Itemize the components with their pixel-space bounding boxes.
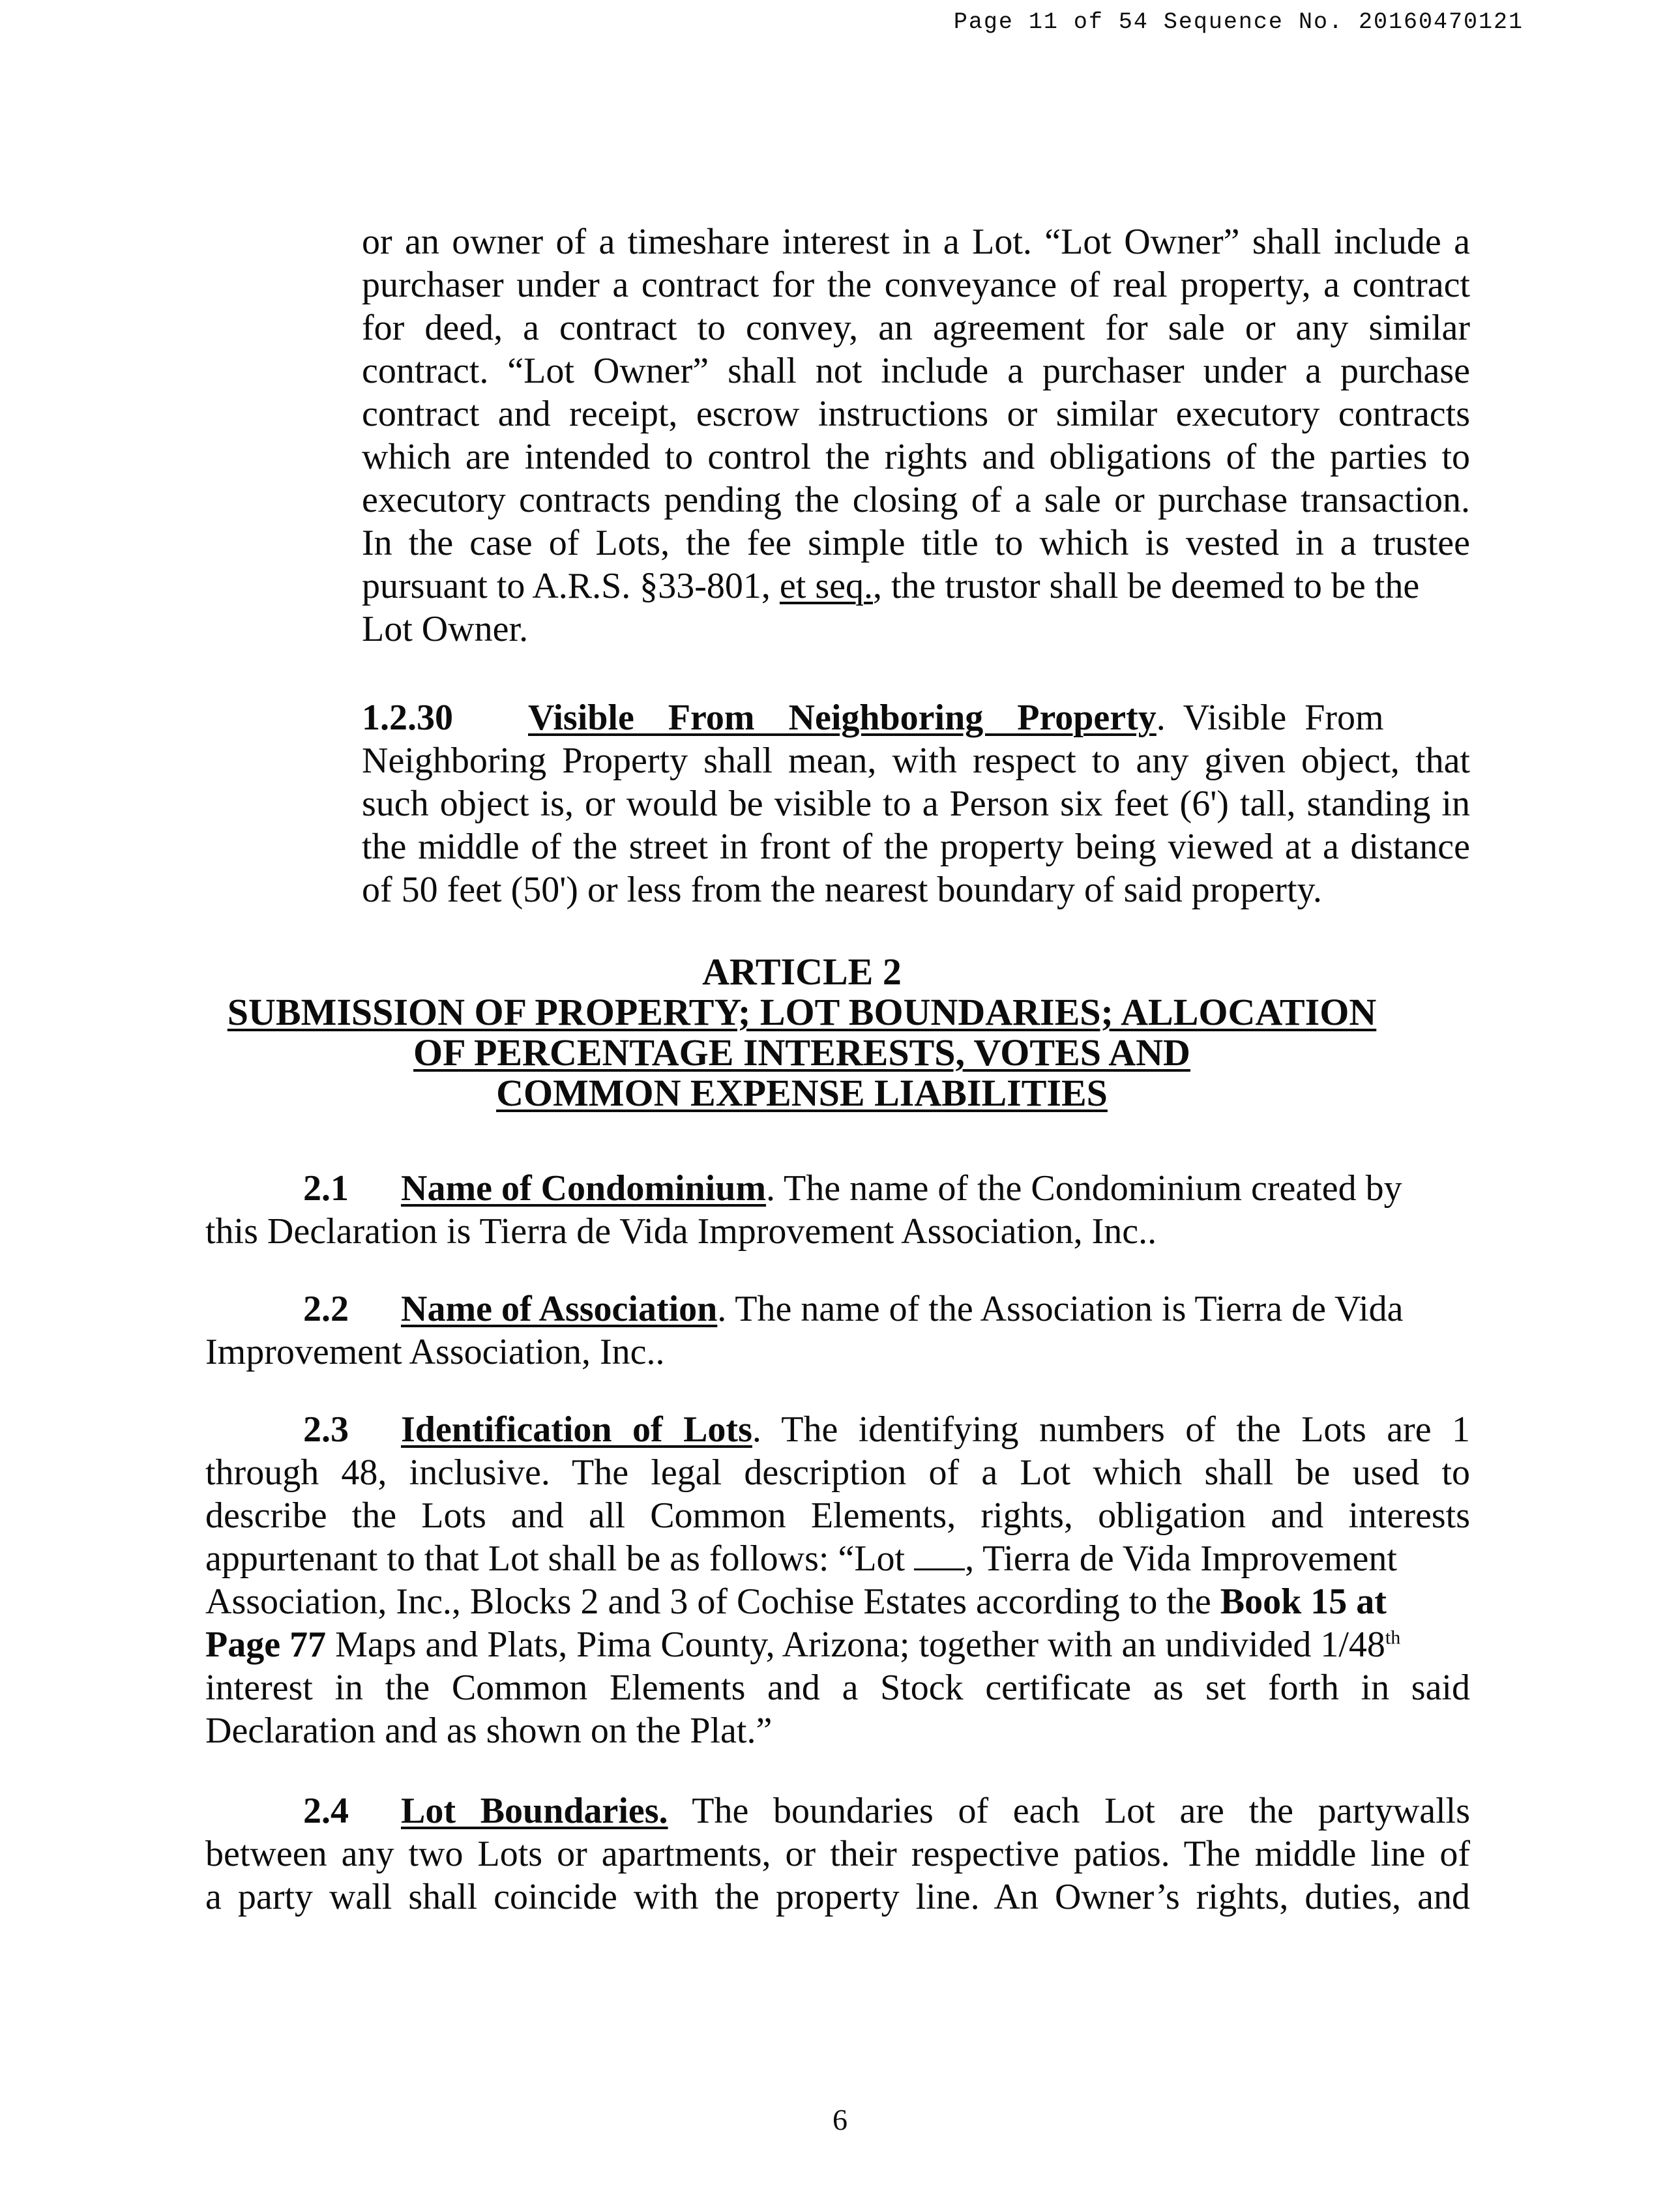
lot-number-blank (914, 1537, 965, 1570)
paragraph-line: Neighboring Property shall mean, with respect to any given object, that (362, 741, 1470, 781)
subtitle-text: OF PERCENTAGE INTERESTS, VOTES AND (413, 1031, 1190, 1074)
section-heading: Lot Boundaries. (401, 1791, 668, 1831)
page-header: Page 11 of 54 Sequence No. 20160470121 (953, 9, 1524, 35)
paragraph-line (205, 1623, 1470, 1666)
paragraph-line: the middle of the street in front of the property being viewed at a distance (362, 827, 1470, 867)
line-text: Association, Inc., Blocks 2 and 3 of Cochise Estates according to the (205, 1581, 1220, 1622)
paragraph-line: or an owner of a timeshare interest in a Lot. “Lot Owner” shall include a (362, 222, 1470, 262)
paragraph-line: Declaration and as shown on the Plat.” (205, 1711, 773, 1751)
page-reference: Page 77 (205, 1625, 327, 1665)
section-first-line (362, 696, 1470, 739)
section-1-2-30 (362, 696, 1470, 911)
section-2-1 (205, 1167, 1470, 1253)
paragraph-line: contract and receipt, escrow instructions or similar executory contracts (362, 394, 1470, 434)
paragraph-line (362, 565, 1470, 608)
paragraph-line: Lot Owner. (362, 609, 529, 649)
section-heading: Identification of Lots (401, 1409, 752, 1450)
line-text: . Visible From (1156, 698, 1384, 738)
paragraph-line: which are intended to control the rights and obligations of the parties to (362, 437, 1470, 477)
section-2-3 (205, 1408, 1470, 1752)
section-number: 1.2.30 (362, 698, 453, 738)
line-text: Maps and Plats, Pima County, Arizona; together with an undivided 1/48 (326, 1625, 1385, 1665)
paragraph-line: this Declaration is Tierra de Vida Improvement Association, Inc.. (205, 1211, 1157, 1252)
paragraph-line: Improvement Association, Inc.. (205, 1332, 665, 1372)
line-text: . The identifying numbers of the Lots are 1 (752, 1409, 1470, 1450)
section-2-4 (205, 1789, 1470, 1919)
paragraph-line: purchaser under a contract for the conveyance of real property, a contract (362, 265, 1470, 305)
line-text: , Tierra de Vida Improvement (965, 1538, 1397, 1579)
section-number: 2.3 (303, 1409, 349, 1450)
page-number: 6 (833, 2103, 847, 2136)
article-subtitle-line (196, 1033, 1408, 1073)
section-heading: Visible From Neighboring Property (528, 698, 1157, 738)
section-heading: Name of Association (401, 1289, 718, 1329)
line-text: appurtenant to that Lot shall be as follows: “Lot (205, 1538, 915, 1579)
line-text: , the trustor shall be deemed to be the (872, 566, 1420, 606)
continuation-paragraph (362, 220, 1470, 651)
paragraph-line (205, 1537, 1470, 1580)
paragraph-line: In the case of Lots, the fee simple title to which is vested in a trustee (362, 523, 1470, 563)
section-first-line (205, 1408, 1470, 1451)
paragraph-line: between any two Lots or apartments, or their respective patios. The middle line of (205, 1834, 1470, 1874)
subtitle-text: SUBMISSION OF PROPERTY; LOT BOUNDARIES; ALLOCATION (227, 991, 1377, 1033)
line-text: . The name of the Association is Tierra de Vida (717, 1289, 1404, 1329)
paragraph-line: such object is, or would be visible to a Person six feet (6') tall, standing in (362, 784, 1470, 824)
paragraph-line: executory contracts pending the closing of a sale or purchase transaction. (362, 480, 1470, 520)
paragraph-line: contract. “Lot Owner” shall not include a purchaser under a purchase (362, 351, 1470, 391)
paragraph-line: of 50 feet (50') or less from the nearest boundary of said property. (362, 870, 1322, 910)
paragraph-line: describe the Lots and all Common Elements, rights, obligation and interests (205, 1495, 1470, 1536)
line-text: pursuant to A.R.S. §33-801, (362, 566, 780, 606)
paragraph-line: for deed, a contract to convey, an agreement for sale or any similar (362, 308, 1470, 348)
section-number: 2.1 (303, 1168, 349, 1209)
paragraph-line: interest in the Common Elements and a Stock certificate as set forth in said (205, 1668, 1470, 1708)
section-number: 2.4 (303, 1791, 349, 1831)
paragraph-line (205, 1580, 1470, 1623)
section-number: 2.2 (303, 1289, 349, 1329)
book-reference: Book 15 at (1220, 1581, 1387, 1622)
paragraph-line: through 48, inclusive. The legal description of a Lot which shall be used to (205, 1452, 1470, 1493)
subtitle-text: COMMON EXPENSE LIABILITIES (496, 1072, 1108, 1114)
line-text: . The name of the Condominium created by (766, 1168, 1402, 1209)
article-title: ARTICLE 2 (702, 950, 902, 993)
article-heading (196, 952, 1408, 1113)
section-first-line (205, 1789, 1470, 1832)
ordinal-suffix: th (1385, 1626, 1401, 1649)
paragraph-line: a party wall shall coincide with the property line. An Owner’s rights, duties, and (205, 1877, 1470, 1917)
section-first-line (205, 1167, 1470, 1210)
article-subtitle-line (196, 1073, 1408, 1113)
article-subtitle-line (196, 992, 1408, 1033)
et-seq-citation: et seq. (779, 566, 873, 606)
section-2-2 (205, 1287, 1470, 1374)
line-text: The boundaries of each Lot are the partywalls (668, 1791, 1470, 1831)
section-heading: Name of Condominium (401, 1168, 767, 1209)
section-first-line (205, 1287, 1470, 1331)
